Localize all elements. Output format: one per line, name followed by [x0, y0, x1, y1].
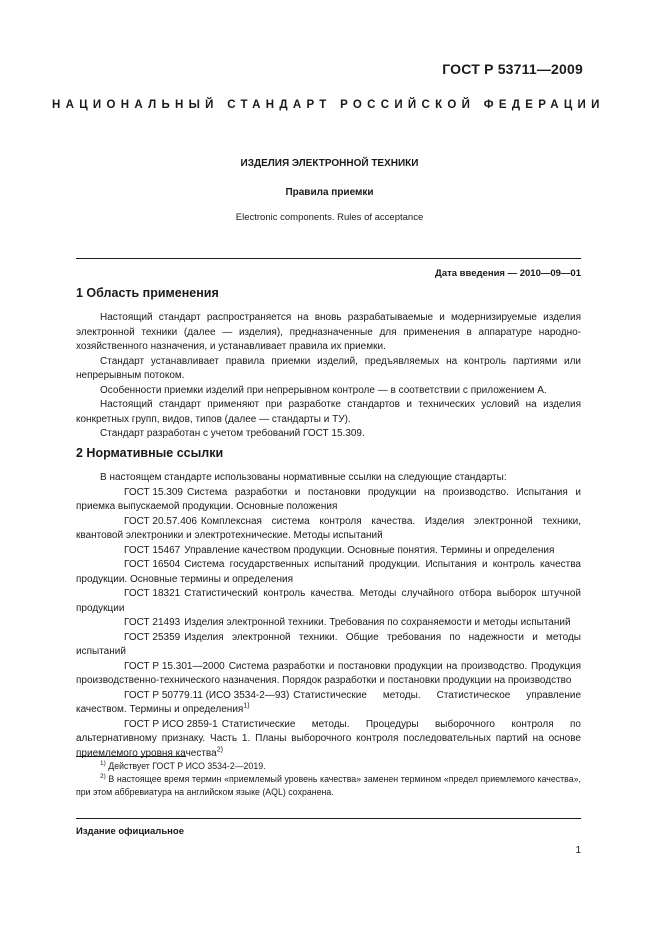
- footer-divider: [76, 818, 581, 819]
- reference-code: ГОСТ 15.309: [124, 486, 183, 498]
- section-1-heading: 1 Область применения: [76, 286, 219, 300]
- reference-code: ГОСТ 21493: [124, 617, 181, 628]
- introduction-date: Дата введения — 2010—09—01: [435, 268, 581, 279]
- footnotes: [76, 760, 581, 799]
- footnote: [76, 773, 581, 799]
- document-number: ГОСТ Р 53711—2009: [442, 61, 583, 77]
- footnote-text: Действует ГОСТ Р ИСО 3534-2—2019.: [108, 761, 266, 771]
- paragraph: В настоящем стандарте использованы нормативные ссылки на следующие стандарты:: [100, 472, 507, 483]
- reference-code: ГОСТ Р 15.301—2000: [124, 660, 225, 672]
- normative-reference: [76, 486, 581, 515]
- footnote-mark: 1): [100, 760, 106, 768]
- footnote-text: В настоящее время термин «приемлемый уровень качества» заменен термином «предел приемлемого качества», при этом аббревиатура на английском языке (AQL) сохранена.: [76, 774, 581, 797]
- reference-code: ГОСТ 16504: [124, 559, 181, 570]
- reference-title: Система разработки и постановки продукции на производство. Продукция производственно-технического назначения. Порядок разработки и постановки продукции на производство: [76, 660, 581, 686]
- title-divider: [76, 258, 581, 259]
- normative-reference: [76, 558, 581, 587]
- reference-code: ГОСТ 15467: [124, 544, 181, 556]
- reference-code: ГОСТ 20.57.406: [124, 515, 197, 527]
- reference-code: ГОСТ Р ИСО 2859-1: [124, 718, 218, 730]
- reference-code: ГОСТ 18321: [124, 588, 181, 599]
- reference-title: Изделия электронной техники. Требования по сохраняемости и методы испытаний: [184, 617, 571, 628]
- normative-reference: [76, 718, 581, 762]
- normative-reference: [76, 515, 581, 544]
- standard-subtitle: Правила приемки: [285, 187, 374, 198]
- reference-title: Комплексная система контроля качества. Изделия электронной техники, квантовой электроники и электротехнические. Методы испытаний: [76, 515, 581, 541]
- normative-reference: [76, 660, 581, 689]
- section-1-body: [76, 311, 581, 442]
- reference-code: ГОСТ Р 50779.11 (ИСО 3534-2—93): [124, 689, 290, 701]
- reference-title: Система государственных испытаний продукции. Испытания и контроль качества продукции. Основные термины и определения: [76, 559, 581, 585]
- paragraph: Стандарт разработан с учетом требований ГОСТ 15.309.: [100, 428, 365, 439]
- normative-reference: [76, 587, 581, 616]
- standard-title: ИЗДЕЛИЯ ЭЛЕКТРОННОЙ ТЕХНИКИ: [240, 158, 419, 169]
- paragraph: Настоящий стандарт распространяется на вновь разрабатываемые и модернизируемые изделия электронной техники (далее — изделия), предназначенные для применения в аппаратуре народно-хозяйственного назначения, и устанавливает правила их приемки.: [76, 312, 581, 352]
- paragraph: Особенности приемки изделий при непрерывном контроле — в соответствии с приложением А.: [100, 384, 547, 396]
- reference-title: Статистический контроль качества. Методы случайного отбора выборок штучной продукции: [76, 588, 581, 614]
- national-standard-banner: НАЦИОНАЛЬНЫЙ СТАНДАРТ РОССИЙСКОЙ ФЕДЕРАЦИИ: [52, 99, 605, 111]
- normative-reference: [76, 544, 581, 559]
- reference-title: Управление качеством продукции. Основные понятия. Термины и определения: [184, 544, 555, 556]
- footnote-divider: [76, 756, 186, 757]
- normative-reference: [76, 689, 581, 718]
- normative-reference: [76, 631, 581, 660]
- page-number: 1: [575, 845, 581, 856]
- reference-title: Статистические методы. Статистическое управление качеством. Термины и определения: [76, 689, 581, 715]
- reference-title: Система разработки и постановки продукции на производство. Испытания и приемка выпускаемой продукции. Основные положения: [76, 486, 581, 512]
- edition-label: Издание официальное: [76, 826, 184, 837]
- footnote-reference: 2): [216, 746, 223, 754]
- reference-code: ГОСТ 25359: [124, 631, 181, 643]
- standard-title-english: Electronic components. Rules of acceptance: [235, 212, 424, 223]
- reference-title: Статистические методы. Процедуры выборочного контроля по альтернативному признаку. Часть 1. Планы выборочного контроля последовательных партий на основе приемлемого уровня качества: [76, 718, 581, 759]
- reference-title: Изделия электронной техники. Общие требования по надежности и методы испытаний: [76, 631, 581, 657]
- normative-references-list: [76, 486, 581, 762]
- paragraph: Стандарт устанавливает правила приемки изделий, предъявляемых на контроль партиями или непрерывным потоком.: [76, 355, 581, 381]
- section-2-body: [76, 471, 581, 761]
- paragraph: Настоящий стандарт применяют при разработке стандартов и технических условий на изделия конкретных групп, видов, типов (далее — стандарты и ТУ).: [76, 399, 581, 425]
- normative-reference: [76, 616, 581, 631]
- footnote-reference: 1): [243, 702, 250, 710]
- footnote: [76, 760, 581, 773]
- footnote-mark: 2): [100, 773, 106, 781]
- section-2-heading: 2 Нормативные ссылки: [76, 446, 224, 460]
